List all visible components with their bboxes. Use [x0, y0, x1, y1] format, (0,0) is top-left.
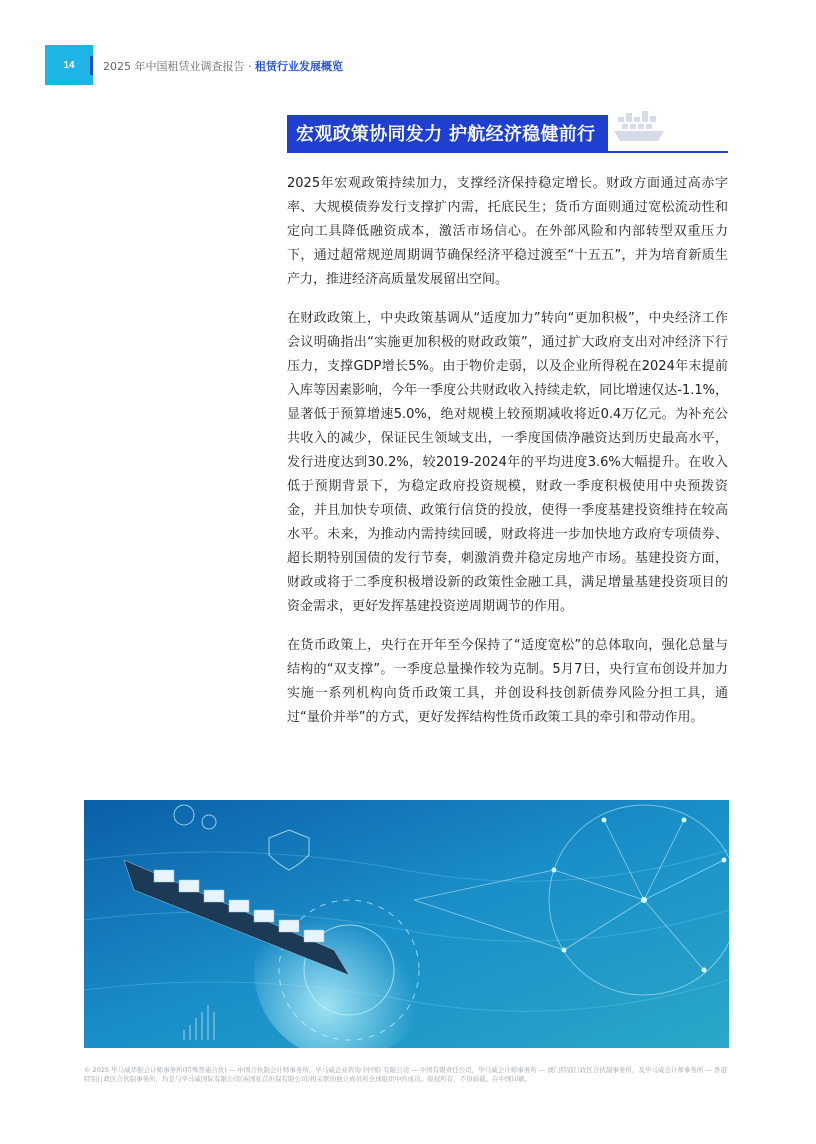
cargo-ship-icon	[612, 107, 668, 147]
running-header	[103, 58, 343, 74]
paragraph: 在货币政策上，央行在开年至今保持了“适度宽松”的总体取向，强化总量与结构的“双支撑”。一季度总量操作较为克制。5月7日，央行宣布创设并加力实施一系列机构向货币政策工具，并创设科技创新债券风险分担工具，通过“量价并举”的方式，更好发挥结构性货币政策工具的牵引和带动作用。	[287, 638, 728, 725]
paragraph: 在财政政策上，中央政策基调从“适度加力”转向“更加积极”，中央经济工作会议明确指出“实施更加积极的财政政策”，通过扩大政府支出对冲经济下行压力，支撑GDP增长5%。由于物价走弱，以及企业所得税在2024年末提前入库等因素影响，今年一季度公共财政收入持续走软，同比增速仅达-1.1%，显著低于预算增速5.0%，绝对规模上较预期减收将近0.4万亿元。为补充公共收入的减少，保证民生领域支出，一季度国债净融资达到历史最高水平，发行进度达到30.2%，较2019-2024年的平均进度3.6%大幅提升。在收入低于预期背景下，为稳定政府投资规模，财政一季度积极使用中央预拨资金，并且加快专项债、政策行信贷的投放，使得一季度基建投资维持在较高水平。未来，为推动内需持续回暖，财政将进一步加快地方政府专项债券、超长期特别国债的发行节奏，刺激消费并稳定房地产市场。基建投资方面，财政或将于二季度积极增设新的政策性金融工具，满足增量基建投资项目的资金需求，更好发挥基建投资逆周期调节的作用。	[287, 311, 728, 614]
section-title-text: 宏观政策协同发力 护航经济稳健前行	[296, 124, 596, 145]
page-number-badge	[45, 45, 93, 85]
footer-copyright: © 2025 毕马威华振会计师事务所(特殊普通合伙) — 中国合伙制会计师事务所，毕马威企业咨询 (中国) 有限公司 — 中国有限责任公司，毕马威会计师事务所 — 澳门特别行政区合伙制事务所，及毕马威会计师事务所 — 香港特别行政区合伙制事务所，均是与毕马威国际有限公司(英国私营担保有限公司)相关联的独立成员所全球组织中的成员。版权所有，不得转载。在中国印刷。	[84, 1066, 727, 1083]
section-title	[287, 115, 608, 151]
section-name: 租赁行业发展概览	[254, 60, 343, 73]
page-number: 14	[63, 59, 75, 71]
paragraph: 2025年宏观政策持续加力，支撑经济保持稳定增长。财政方面通过高赤字率、大规模债券发行支撑扩内需，托底民生；货币方面则通过宽松流动性和定向工具降低融资成本，激活市场信心。在外部风险和内部转型双重压力下，通过超常规逆周期调节确保经济平稳过渡至“十五五”，并为培育新质生产力，推进经济高质量发展留出空间。	[287, 176, 728, 287]
report-title: 2025 年中国租赁业调查报告 ·	[103, 60, 255, 73]
hero-image	[84, 800, 729, 1048]
title-underline	[287, 151, 728, 153]
header-divider	[90, 56, 93, 75]
article-body	[287, 172, 728, 745]
container-ship-tech-illustration	[84, 800, 729, 1048]
